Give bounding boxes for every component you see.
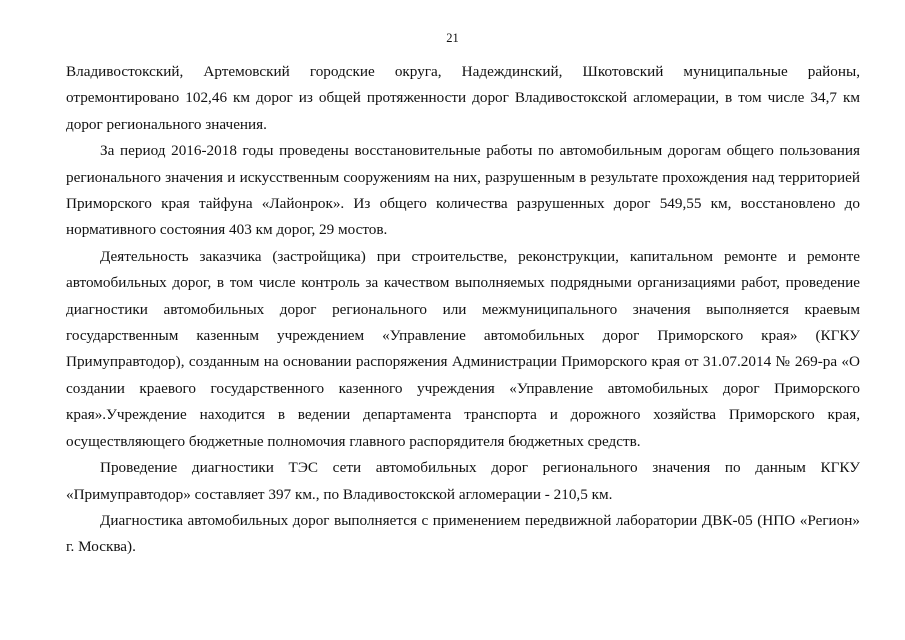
paragraph-diagnostics-lab: Диагностика автомобильных дорог выполняется с применением передвижной лаборатории ДВК-05 (НПО «Регион» г. Москва).	[66, 511, 860, 556]
paragraph-customer-activity: Деятельность заказчика (застройщика) при строительстве, реконструкции, капитальном ремонте и ремонте автомобильных дорог, в том числе контроль за качеством выполняемых подрядными организациями работ, проведение диагностики автомобильных дорог регионального или межмуниципального значения выполняется краевым государственным казенным учреждением «Управление автомобильных дорог Приморского края» (КГКУ Примуправтодор), созданным на основании распоряжения Администрации Приморского края от 31.07.2014 № 269-ра «О создании краевого государственного казенного учреждения «Управление автомобильных дорог Приморского края».Учреждение находится в ведении департамента транспорта и дорожного хозяйства Приморского края, осуществляющего бюджетные полномочия главного распорядителя бюджетных средств.	[66, 247, 860, 450]
paragraph-continuation: Владивостокский, Артемовский городские округа, Надеждинский, Шкотовский муниципальные районы, отремонтировано 102,46 км дорог из общей протяженности дорог Владивостокской агломерации, в том числе 34,7 км дорог регионального значения.	[66, 63, 860, 133]
document-body	[66, 59, 860, 561]
paragraph-typhoon-restoration: За период 2016-2018 годы проведены восстановительные работы по автомобильным дорогам общего пользования регионального значения и искусственным сооружениям на них, разрушенным в результате прохождения над территорией Приморского края тайфуна «Лайонрок». Из общего количества разрушенных дорог 549,55 км, восстановлено до нормативного состояния 403 км дорог, 29 мостов.	[66, 142, 860, 239]
paragraph-diagnostics-volume: Проведение диагностики ТЭС сети автомобильных дорог регионального значения по данным КГКУ «Примуправтодор» составляет 397 км., по Владивостокской агломерации - 210,5 км.	[66, 459, 860, 503]
page-number: 21	[446, 31, 459, 45]
